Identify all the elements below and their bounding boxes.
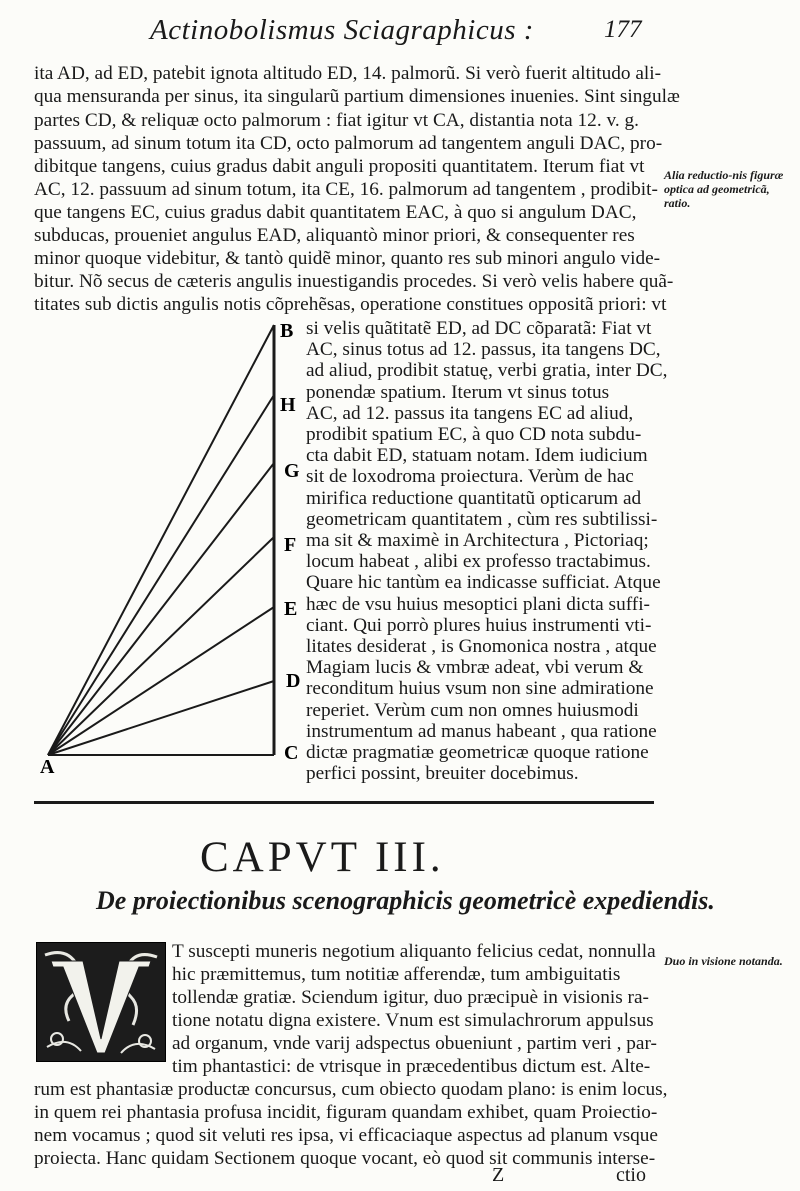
text-line: locum habeat , alibi ex professo tractabimus. <box>306 551 651 573</box>
diagram-label-d: D <box>286 670 301 692</box>
text-line: rum est phantasiæ productæ concursus, cum obiecto quodam plano: is enim locus, <box>34 1079 668 1100</box>
text-line: ma sit & maximè in Architectura , Pictoriaq; <box>306 530 649 551</box>
section-rule <box>34 801 654 804</box>
ray-ah <box>48 395 274 755</box>
text-line: subducas, proueniet angulus EAD, aliquantò minor priori, & consequenter res <box>34 225 635 246</box>
text-line: geometricam quantitatem , cùm res subtilissi- <box>306 508 658 530</box>
text-line: hæc de vsu huius mesoptici plani dicta suffi- <box>306 593 650 615</box>
text-line: cta dabit ED, statuam notam. Idem iudicium <box>306 445 648 467</box>
text-line: qua mensuranda per sinus, ita singularũ partium dimensiones inuenies. Sint singulæ <box>34 86 680 107</box>
optical-diagram <box>30 315 310 775</box>
text-line: minor quoque videbitur, & tantò quidẽ minor, quanto res sub minori angulo vide- <box>34 248 661 269</box>
ray-af <box>48 537 274 755</box>
diagram-label-h: H <box>280 394 296 416</box>
text-line: passuum, ad sinum totum ita CD, octo palmorum ad tangentem anguli DAC, pro- <box>34 133 663 154</box>
text-line: hic præmittemus, tum notitiæ afferendæ, tum ambiguitatis <box>172 964 621 985</box>
text-line: titates sub dictis angulis notis cõprehẽsas, operatione constitues oppositã priori: vt <box>34 294 667 315</box>
text-line: Magiam lucis & vmbræ adeat, vbi verum & <box>306 657 644 679</box>
text-line: ponendæ spatium. Iterum vt sinus totus <box>306 381 610 403</box>
text-line: tollendæ gratiæ. Sciendum igitur, duo præcipuè in visionis ra- <box>172 987 649 1008</box>
ray-ag <box>48 463 274 755</box>
diagram-label-f: F <box>284 534 297 556</box>
ray-ab <box>48 325 274 755</box>
text-line: T suscepti muneris negotium aliquanto felicius cedat, nonnulla <box>172 941 656 962</box>
text-line: AC, sinus totus ad 12. passus, ita tangens DC, <box>306 339 661 361</box>
text-line: reconditum huius vsum non sine admiratione <box>306 678 654 700</box>
text-line: si velis quãtitatẽ ED, ad DC cõparatã: Fiat vt <box>306 318 652 339</box>
text-line: ciant. Qui porrò plures huius instrumenti vti- <box>306 614 652 636</box>
text-line: ad aliud, prodibit statuę, verbi gratia, inter DC, <box>306 360 668 382</box>
text-line: prodibit spatium EC, à quo CD nota subdu- <box>306 424 642 445</box>
margin-note: Alia reductio-nis figuræ optica ad geometricã, ratio. <box>664 168 784 210</box>
text-line: Quare hic tantùm ea indicasse sufficiat. Atque <box>306 572 661 594</box>
text-line: ad organum, vnde varij adspectus obueniunt , partim veri , par- <box>172 1033 657 1054</box>
text-line: litates desiderat , is Gnomonica nostra , atque <box>306 636 657 657</box>
running-header-title: Actinobolismus Sciagraphicus : <box>150 14 534 46</box>
signature-mark: Z <box>492 1164 505 1186</box>
text-line: dibitque tangens, cuius gradus dabit anguli propositi quantitatem. Iterum fiat vt <box>34 156 645 177</box>
text-line: dictæ pragmatiæ geometricæ quoque ratione <box>306 742 649 763</box>
diagram-label-g: G <box>284 460 300 482</box>
text-line: tim phantastici: de vtrisque in præcedentibus dictum est. Alte- <box>172 1056 651 1077</box>
text-line: perfici possint, breuiter docebimus. <box>306 763 579 785</box>
decorated-initial-v <box>36 942 166 1062</box>
text-line: tione notatu digna existere. Vnum est simulachrorum appulsus <box>172 1010 654 1031</box>
text-line: in quem rei phantasia profusa incidit, figuram quandam exhibet, quam Proiectio- <box>34 1102 658 1123</box>
chapter-subtitle: De proiectionibus scenographicis geometricè expediendis. <box>96 886 715 915</box>
diagram-label-e: E <box>284 598 298 620</box>
diagram-label-a: A <box>40 756 55 775</box>
margin-note: Duo in visione notanda. <box>664 954 783 968</box>
catchword: ctio <box>616 1164 646 1186</box>
text-line: sit de loxodroma proiectura. Verùm de hac <box>306 466 634 488</box>
text-line: AC, 12. passuum ad sinum totum, ita CE, 16. palmorum ad tangentem , prodibit- <box>34 179 658 200</box>
chapter-title: CAPVT III. <box>200 834 445 881</box>
text-line: ita AD, ad ED, patebit ignota altitudo ED, 14. palmorũ. Si verò fuerit altitudo ali- <box>34 63 662 84</box>
text-line: que tangens EC, cuius gradus dabit quantitatem EAC, à quo si angulum DAC, <box>34 202 637 223</box>
page-number: 177 <box>604 16 642 43</box>
text-line: partes CD, & reliquæ octo palmorum : fiat igitur vt CA, distantia nota 12. v. g. <box>34 110 639 131</box>
text-line: bitur. Nõ secus de cæteris angulis inuestigandis procedes. Si verò velis habere quã- <box>34 271 674 292</box>
diagram-label-b: B <box>280 320 294 342</box>
text-line: proiecta. Hanc quidam Sectionem quoque vocant, eò quod sit communis interse- <box>34 1148 656 1169</box>
text-line: mirifica reductione quantitatũ opticarum ad <box>306 487 642 509</box>
ornament-icon <box>37 943 165 1061</box>
ray-ae <box>48 607 274 755</box>
text-line: instrumentum ad manus habeant , qua ratione <box>306 720 657 742</box>
diagram-label-c: C <box>284 742 299 764</box>
text-line: AC, ad 12. passus ita tangens EC ad aliud, <box>306 402 634 424</box>
text-line: nem vocamus ; quod sit veluti res ipsa, vi efficaciaque aspectus ad planum vsque <box>34 1125 658 1146</box>
text-line: reperiet. Verùm cum non omnes huiusmodi <box>306 699 639 721</box>
